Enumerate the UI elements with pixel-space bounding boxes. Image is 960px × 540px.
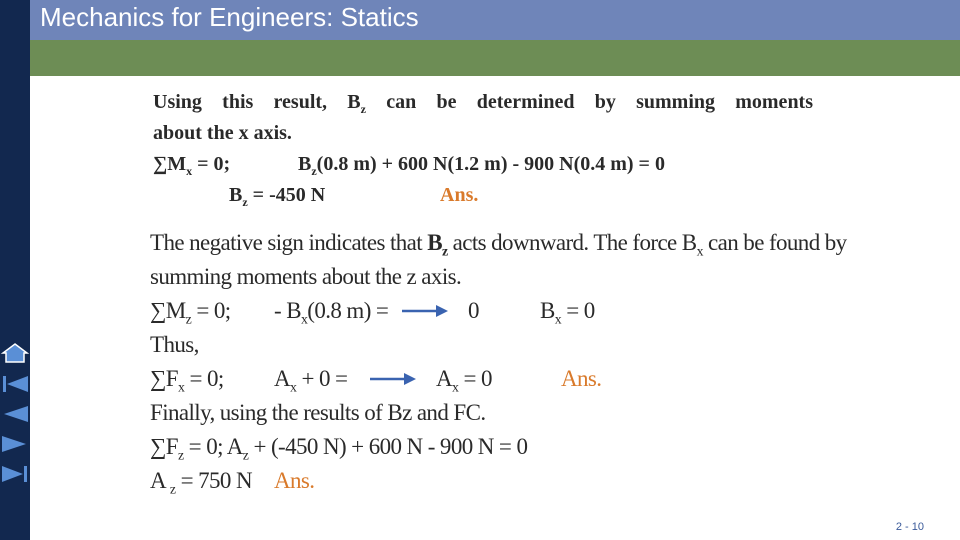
subscript: x: [300, 311, 308, 327]
subscript: x: [290, 379, 297, 395]
text-segment: A: [274, 366, 291, 391]
text-segment: = 0;: [191, 298, 231, 323]
text-line: Finally, using the results of Bz and FC.: [150, 400, 486, 425]
equation-line: [153, 149, 813, 180]
previous-slide-icon[interactable]: [0, 402, 30, 426]
subscript: x: [696, 243, 703, 259]
text-segment: can be found by: [702, 230, 847, 255]
subscript: x: [186, 164, 193, 178]
equation-line: [150, 430, 850, 464]
subscript: z: [185, 311, 192, 327]
result-line: [150, 464, 850, 498]
text-segment: (0.8 m) =: [307, 298, 389, 323]
answer-label: Ans.: [274, 468, 315, 493]
content-block-1: [153, 87, 813, 211]
text-segment: = 0: [458, 366, 492, 391]
subscript: z: [242, 195, 248, 209]
text-segment: B: [298, 153, 312, 175]
text-segment: A: [436, 366, 453, 391]
answer-label: Ans.: [561, 366, 602, 391]
text-segment: + (-450 N) + 600 N - 900 N = 0: [248, 434, 528, 459]
next-slide-icon[interactable]: [0, 432, 30, 456]
equation-result: 0: [468, 298, 479, 323]
text-segment: Using this result, B: [153, 91, 361, 113]
answer-label: Ans.: [440, 184, 479, 206]
subscript: z: [169, 481, 176, 497]
text-segment: = 0; A: [183, 434, 243, 459]
subscript: z: [311, 164, 317, 178]
subscript: z: [441, 243, 448, 259]
content-block-2: [150, 226, 850, 498]
text-segment: acts downward. The force B: [447, 230, 697, 255]
result-value: [229, 180, 325, 218]
last-slide-icon[interactable]: [0, 462, 30, 486]
text-segment: B: [427, 230, 442, 255]
first-slide-icon[interactable]: [0, 372, 30, 396]
text-line: summing moments about the z axis.: [150, 264, 462, 289]
slide-header: [30, 0, 960, 40]
text-segment: B: [540, 298, 555, 323]
equation-line: [150, 362, 850, 396]
subscript: x: [554, 311, 562, 327]
subscript: z: [242, 447, 249, 463]
implies-arrow-icon: [370, 372, 416, 386]
text-line: about the x axis.: [153, 122, 292, 144]
subscript: x: [178, 379, 185, 395]
text-line: [153, 87, 813, 118]
text-segment: can be determined by summing moments: [365, 91, 814, 113]
slide-title: Mechanics for Engineers: Statics: [40, 2, 419, 32]
text-line: [150, 226, 850, 260]
text-segment: = 0: [561, 298, 595, 323]
text-segment: ∑F: [150, 366, 178, 391]
text-segment: A: [150, 468, 170, 493]
home-icon[interactable]: [0, 341, 30, 365]
text-segment: + 0 =: [296, 366, 348, 391]
text-segment: = -450 N: [247, 184, 326, 206]
text-segment: ∑F: [150, 434, 178, 459]
text-segment: ∑M: [153, 153, 187, 175]
text-segment: = 750 N: [175, 468, 252, 493]
header-band: [30, 40, 960, 76]
equation-line: [150, 294, 850, 328]
text-segment: = 0;: [192, 153, 231, 175]
subscript: z: [360, 102, 366, 116]
text-segment: ∑M: [150, 298, 186, 323]
text-segment: B: [229, 184, 243, 206]
sidebar: [0, 0, 30, 540]
page-number: 2 - 10: [895, 521, 924, 533]
subscript: z: [178, 447, 184, 463]
subscript: x: [452, 379, 459, 395]
text-segment: The negative sign indicates that: [150, 230, 428, 255]
implies-arrow-icon: [402, 304, 448, 318]
text-segment: = 0;: [184, 366, 224, 391]
text-segment: - B: [274, 298, 301, 323]
result-value: [150, 464, 252, 507]
result-line: [153, 180, 813, 211]
text-line: Thus,: [150, 332, 199, 357]
text-segment: (0.8 m) + 600 N(1.2 m) - 900 N(0.4 m) = 0: [316, 153, 665, 175]
